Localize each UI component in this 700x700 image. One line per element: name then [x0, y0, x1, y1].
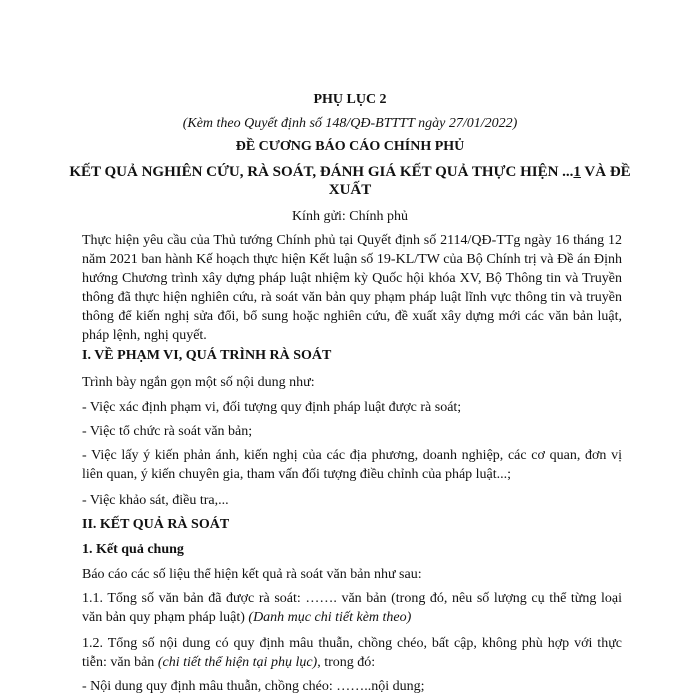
item-1-2-note: (chi tiết thể hiện tại phụ lục) [157, 655, 318, 670]
appendix-title: PHỤ LỤC 2 [313, 92, 387, 107]
section-1-heading: I. VỀ PHẠM VI, QUÁ TRÌNH RÀ SOÁT [82, 348, 332, 363]
section-1-intro: Trình bày ngắn gọn một số nội dung như: [82, 375, 315, 390]
outline-title: ĐỀ CƯƠNG BÁO CÁO CHÍNH PHỦ [235, 139, 465, 154]
main-title-line1 [0, 162, 700, 182]
section-2-heading: II. KẾT QUẢ RÀ SOÁT [82, 517, 230, 532]
decision-reference: (Kèm theo Quyết định số 148/QĐ-BTTTT ngày 27/01/2022) [182, 116, 518, 131]
item-1-2-subitem: - Nội dung quy định mâu thuẫn, chồng chéo: ……..nội dung; [82, 679, 425, 694]
main-title-text: KẾT QUẢ NGHIÊN CỨU, RÀ SOÁT, ĐÁNH GIÁ KẾT QUẢ THỰC HIỆN ... [69, 164, 574, 180]
item-1-2-tail: , trong đó: [317, 655, 376, 670]
subsection-1-heading: 1. Kết quả chung [82, 542, 184, 557]
bullet-item: - Việc tổ chức rà soát văn bản; [82, 424, 253, 439]
bullet-item: - Việc khảo sát, điều tra,... [82, 493, 229, 508]
bullet-item: - Việc xác định phạm vi, đối tượng quy định pháp luật được rà soát; [82, 400, 462, 415]
footnote-marker[interactable]: 1 [573, 164, 581, 180]
main-title-line2: XUẤT [328, 182, 372, 198]
item-1-1 [82, 589, 622, 627]
intro-paragraph: Thực hiện yêu cầu của Thủ tướng Chính phủ tại Quyết định số 2114/QĐ-TTg ngày 16 tháng 12 năm 2021 ban hành Kế hoạch thực hiện Kết luận số 19-KL/TW của Bộ Chính trị và Đề án Định hướng Chương trình xây dựng pháp luật nhiệm kỳ Quốc hội khóa XV, Bộ Thông tin và Truyền thông đã thực hiện nghiên cứu, rà soát văn bản quy phạm pháp luật lĩnh vực thông tin và truyền thông để kiến nghị sửa đổi, bổ sung hoặc nghiên cứu, đề xuất xây dựng mới các văn bản luật, pháp lệnh, nghị quyết. [82, 233, 622, 343]
greeting: Kính gửi: Chính phủ [291, 209, 409, 224]
main-title-text-tail: VÀ ĐỀ [580, 164, 631, 180]
item-1-2 [82, 634, 622, 672]
item-1-1-text: 1.1. Tổng số văn bản đã được rà soát: ……. văn bản (trong đó, nêu số lượng cụ thể từng loại văn bản quy phạm pháp luật) [82, 591, 622, 625]
item-1-1-note: (Danh mục chi tiết kèm theo) [248, 610, 412, 625]
bullet-item: - Việc lấy ý kiến phản ánh, kiến nghị của các địa phương, doanh nghiệp, các cơ quan, đơn vị liên quan, ý kiến chuyên gia, tham vấn đối tượng điều chỉnh của pháp luật...; [82, 448, 622, 482]
subsection-1-intro: Báo cáo các số liệu thể hiện kết quả rà soát văn bản như sau: [82, 567, 422, 582]
item-1-2-text: 1.2. Tổng số nội dung có quy định mâu thuẫn, chồng chéo, bất cập, không phù hợp với thực tiễn: văn bản [82, 636, 622, 670]
